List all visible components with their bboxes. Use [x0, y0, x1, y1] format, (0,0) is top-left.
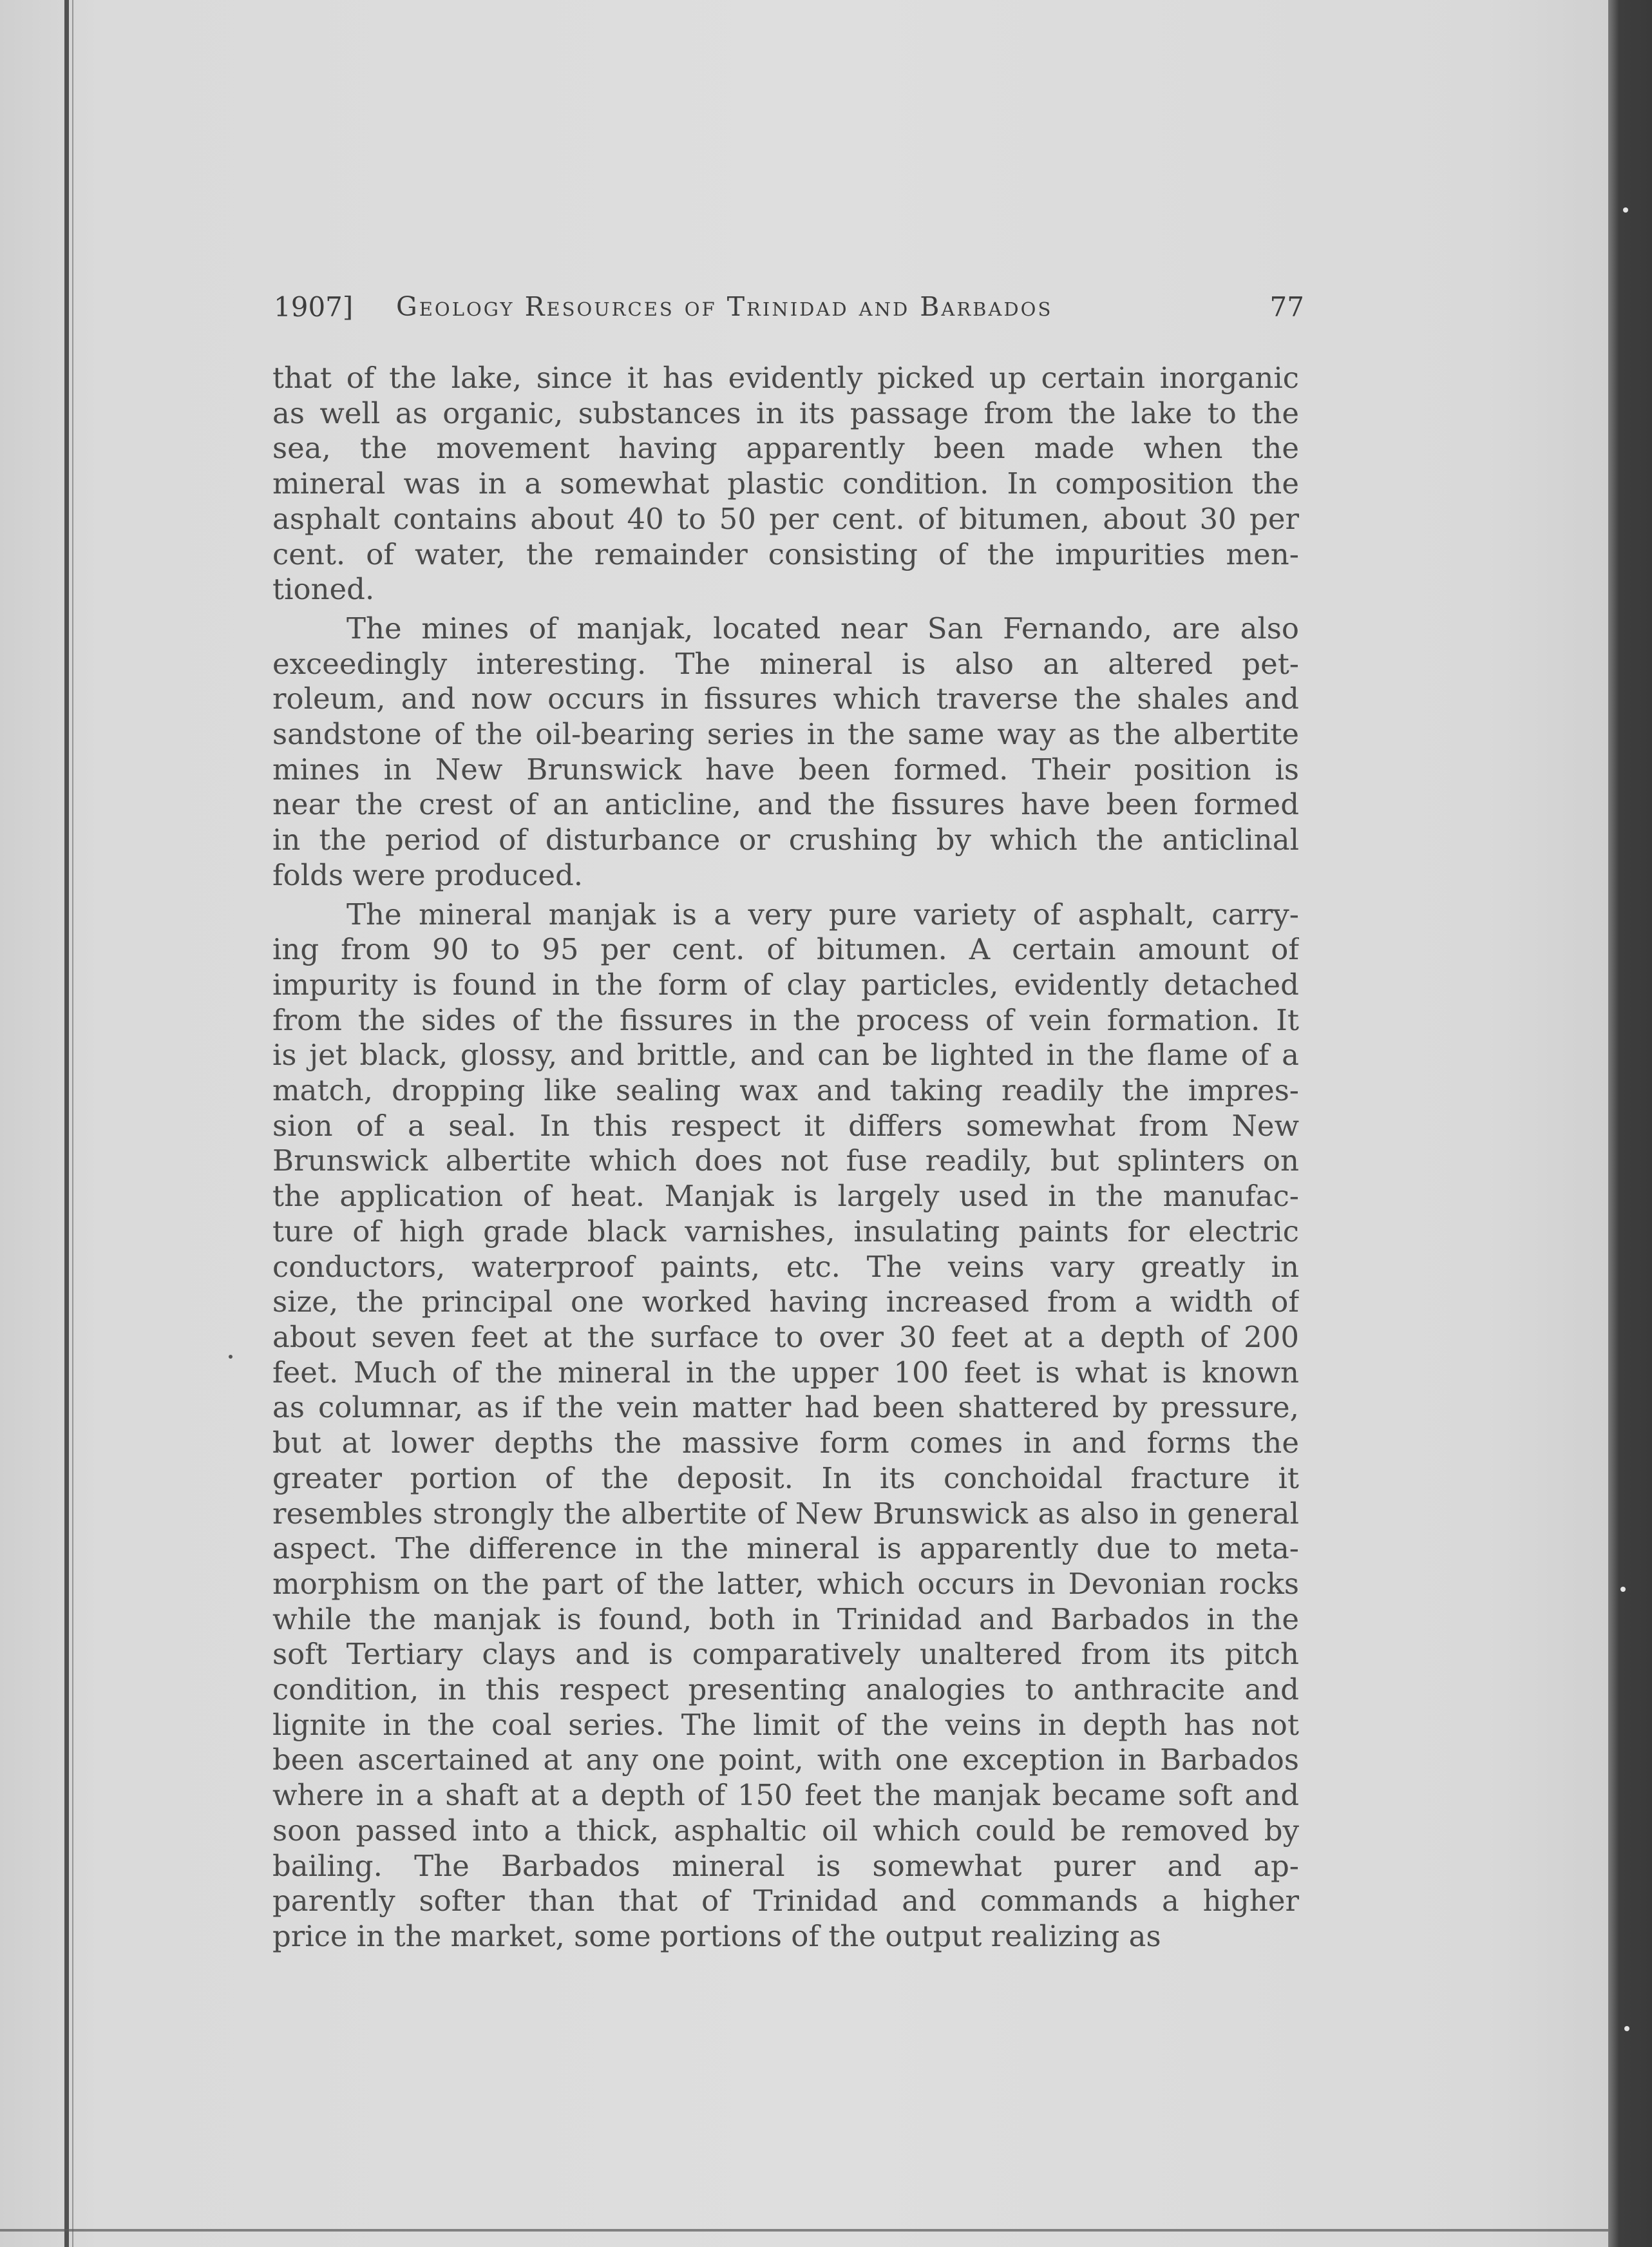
body-text: [272, 361, 1299, 1955]
margin-speck: [229, 1355, 233, 1359]
text-line: The mineral manjak is a very pure variety of asphalt, carry-: [347, 897, 1299, 932]
text-line: but at lower depths the massive form comes in and forms the: [272, 1426, 1299, 1460]
text-line: parently softer than that of Trinidad and commands a higher: [272, 1884, 1299, 1918]
text-line: lignite in the coal series. The limit of the veins in depth has not: [272, 1707, 1299, 1742]
text-line: feet. Much of the mineral in the upper 100 feet is what is known: [272, 1355, 1299, 1390]
paragraph: [272, 611, 1299, 894]
header-title: Geology Resources of Trinidad and Barbados: [396, 291, 1053, 322]
text-line: size, the principal one worked having increased from a width of: [272, 1285, 1299, 1319]
text-line: conductors, waterproof paints, etc. The veins vary greatly in: [272, 1249, 1299, 1284]
paragraph: [272, 361, 1299, 607]
text-line: mineral was in a somewhat plastic condition. In composition the: [272, 466, 1299, 501]
scan-speck: [1624, 2026, 1629, 2031]
text-line: ture of high grade black varnishes, insulating paints for electric: [272, 1214, 1299, 1248]
text-line: sandstone of the oil-bearing series in the same way as the albertite: [272, 717, 1299, 752]
text-line: cent. of water, the remainder consisting of the impurities men-: [272, 537, 1299, 571]
text-line: exceedingly interesting. The mineral is also an altered pet-: [272, 646, 1299, 681]
header-year: 1907]: [274, 291, 354, 323]
text-line: roleum, and now occurs in fissures which traverse the shales and: [272, 682, 1299, 716]
binding-edge: [64, 0, 69, 2247]
text-line: folds were produced.: [272, 857, 584, 892]
text-line: mines in New Brunswick have been formed. Their position is: [272, 752, 1299, 787]
text-line: The mines of manjak, located near San Fernando, are also: [347, 611, 1299, 645]
text-line: is jet black, glossy, and brittle, and can be lighted in the flame of a: [272, 1038, 1299, 1073]
binding-edge-line: [72, 0, 73, 2247]
text-line: where in a shaft at a depth of 150 feet the manjak became soft and: [272, 1778, 1299, 1813]
text-line: while the manjak is found, both in Trinidad and Barbados in the: [272, 1602, 1299, 1636]
text-line: from the sides of the fissures in the process of vein formation. It: [272, 1002, 1299, 1037]
text-line: as well as organic, substances in its passage from the lake to the: [272, 396, 1299, 430]
text-line: in the period of disturbance or crushing by which the anticlinal: [272, 823, 1299, 857]
scanner-margin: [1608, 0, 1652, 2247]
bottom-edge: [0, 2229, 1608, 2232]
text-line: Brunswick albertite which does not fuse readily, but splinters on: [272, 1143, 1299, 1178]
text-line: asphalt contains about 40 to 50 per cent. of bitumen, about 30 per: [272, 501, 1299, 536]
text-line: soft Tertiary clays and is comparatively unaltered from its pitch: [272, 1637, 1299, 1672]
text-line: sion of a seal. In this respect it differs somewhat from New: [272, 1108, 1299, 1143]
text-line: been ascertained at any one point, with one exception in Barbados: [272, 1743, 1299, 1777]
text-line: about seven feet at the surface to over 30 feet at a depth of 200: [272, 1319, 1299, 1354]
scan-speck: [1620, 1587, 1626, 1592]
text-line: impurity is found in the form of clay particles, evidently detached: [272, 967, 1299, 1002]
text-line: sea, the movement having apparently been made when the: [272, 431, 1299, 466]
text-line: condition, in this respect presenting analogies to anthracite and: [272, 1672, 1299, 1707]
text-line: match, dropping like sealing wax and taking readily the impres-: [272, 1073, 1299, 1108]
scan-speck: [1623, 207, 1628, 213]
text-line: the application of heat. Manjak is largely used in the manufac-: [272, 1179, 1299, 1214]
text-line: bailing. The Barbados mineral is somewhat purer and ap-: [272, 1848, 1299, 1883]
text-line: price in the market, some portions of the output realizing as: [272, 1918, 1161, 1953]
text-line: that of the lake, since it has evidently picked up certain inorganic: [272, 361, 1299, 395]
text-line: as columnar, as if the vein matter had been shattered by pressure,: [272, 1390, 1299, 1425]
running-header: [274, 291, 1304, 329]
page-number: 77: [1269, 291, 1304, 323]
text-line: ing from 90 to 95 per cent. of bitumen. A certain amount of: [272, 932, 1299, 967]
text-line: resembles strongly the albertite of New Brunswick as also in general: [272, 1496, 1299, 1531]
text-line: aspect. The difference in the mineral is apparently due to meta-: [272, 1531, 1299, 1566]
paragraph: [272, 897, 1299, 1955]
text-line: greater portion of the deposit. In its conchoidal fracture it: [272, 1460, 1299, 1495]
text-line: near the crest of an anticline, and the fissures have been formed: [272, 787, 1299, 822]
text-line: soon passed into a thick, asphaltic oil which could be removed by: [272, 1813, 1299, 1848]
text-line: morphism on the part of the latter, which occurs in Devonian rocks: [272, 1566, 1299, 1601]
text-line: tioned.: [272, 572, 375, 607]
